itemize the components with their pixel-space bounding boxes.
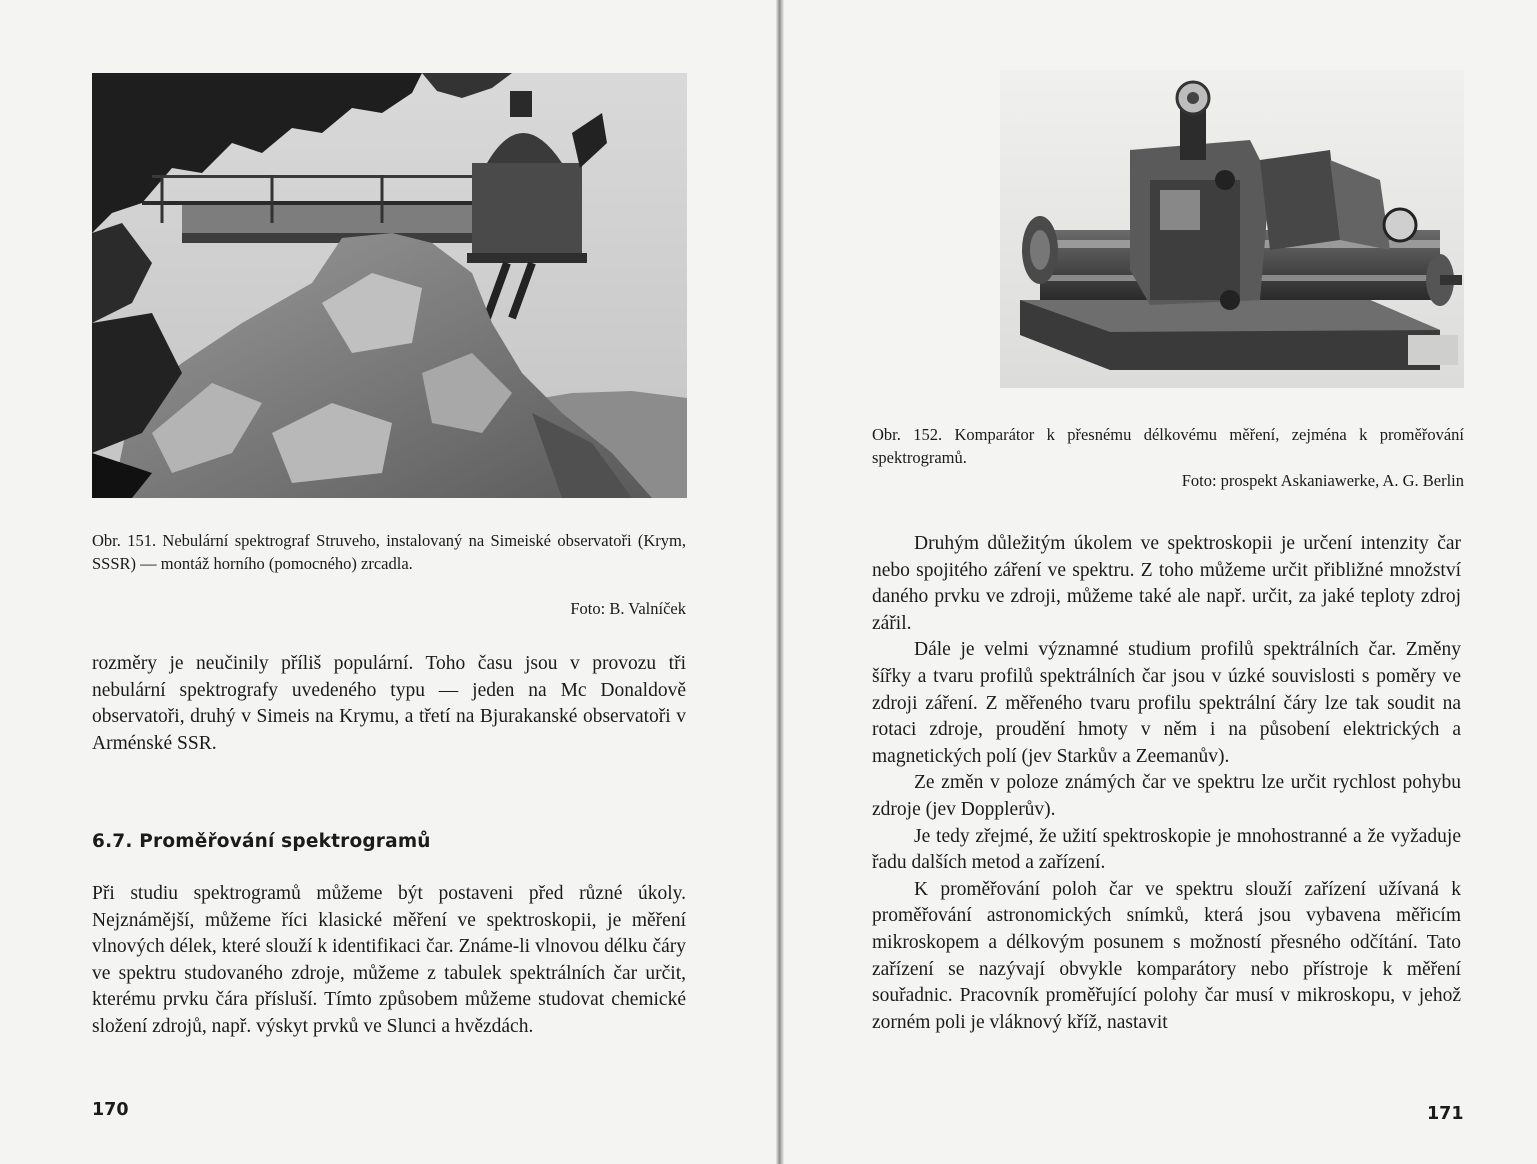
paragraph-text: Druhým důležitým úkolem ve spektroskopii je určení intenzity čar nebo spojitého záření ve spektru. Z toho můžeme určit přibližné množství daného prvku ve zdroji, můžeme také ale např. určit, za jaké teploty zdroj zářil. (872, 533, 1461, 634)
paragraph-text: K proměřování poloh čar ve spektru slouží zařízení užívaná k proměřování astronomických snímků, která jsou vybavena měřicím mikroskopem a délkovým posunem s možností přesného odčítání. Tato zařízení se nazývají obvykle komparátory nebo přístroje k měření souřadnic. Pracovník proměřující polohy čar musí v mikroskopu, v jehož zorném poli je vláknový kříž, nastavit (872, 878, 1461, 1033)
figure-151-photo (92, 73, 687, 498)
figure-152-credit: Foto: prospekt Askaniawerke, A. G. Berlin (1181, 471, 1464, 490)
figure-151-caption: Obr. 151. Nebulární spektrograf Struveho, instalovaný na Simeiské observatoři (Krym, SSSR) — montáž horního (pomocného) zrcadla. (92, 531, 686, 573)
paragraph-text: rozměry je neučinily příliš populární. Toho času jsou v provozu tři nebulární spektrografy uvedeného typu — jeden na Mc Donaldově observatoři, druhý v Simeis na Krymu, a třetí na Bjurakanské observatoři v Arménské SSR. (92, 653, 686, 754)
paragraph-text: Je tedy zřejmé, že užití spektroskopie je mnohostranné a že vyžaduje řadu dalších metod a zařízení. (872, 825, 1461, 874)
figure-151-credit: Foto: B. Valníček (570, 599, 686, 618)
figure-152-caption: Obr. 152. Komparátor k přesnému délkovému měření, zejména k proměřování spektrogramů. (872, 425, 1464, 467)
page-number-left: 170 (92, 1100, 129, 1120)
paragraph-text: Ze změn v poloze známých čar ve spektru lze určit rychlost pohybu zdroje (jev Dopplerův). (872, 772, 1461, 820)
figure-152-photo (1000, 70, 1464, 388)
page-number-right: 171 (1427, 1104, 1464, 1124)
section-heading: 6.7. Proměřování spektrogramů (92, 831, 431, 852)
right-page (782, 0, 1537, 1164)
paragraph-text: Při studiu spektrogramů můžeme být postaveni před různé úkoly. Nejznámější, můžeme říci klasické měření ve spektroskopii, je měření vlnových délek, které slouží k identifikaci čar. Známe-li vlnovou délku čáry ve spektru studovaného zdroje, můžeme z tabulek spektrálních čar určit, kterému prvku čára přísluší. Tímto způsobem můžeme studovat chemické složení zdrojů, např. výskyt prvků ve Slunci a hvězdách. (92, 883, 686, 1037)
right-body-text (872, 531, 1461, 1036)
left-paragraph-1 (92, 651, 686, 757)
paragraph-text: Dále je velmi významné studium profilů spektrálních čar. Změny šířky a tvaru profilů spektrálních čar jsou v úzké souvislosti s poměry ve zdroji záření. Z měřeného tvaru profilu spektrální čáry lze tak soudit na rotaci zdroje, proudění hmoty v něm i na působení elektrických a magnetických polí (jev Starkův a Zeemanův). (872, 639, 1461, 767)
left-paragraph-2 (92, 881, 686, 1041)
